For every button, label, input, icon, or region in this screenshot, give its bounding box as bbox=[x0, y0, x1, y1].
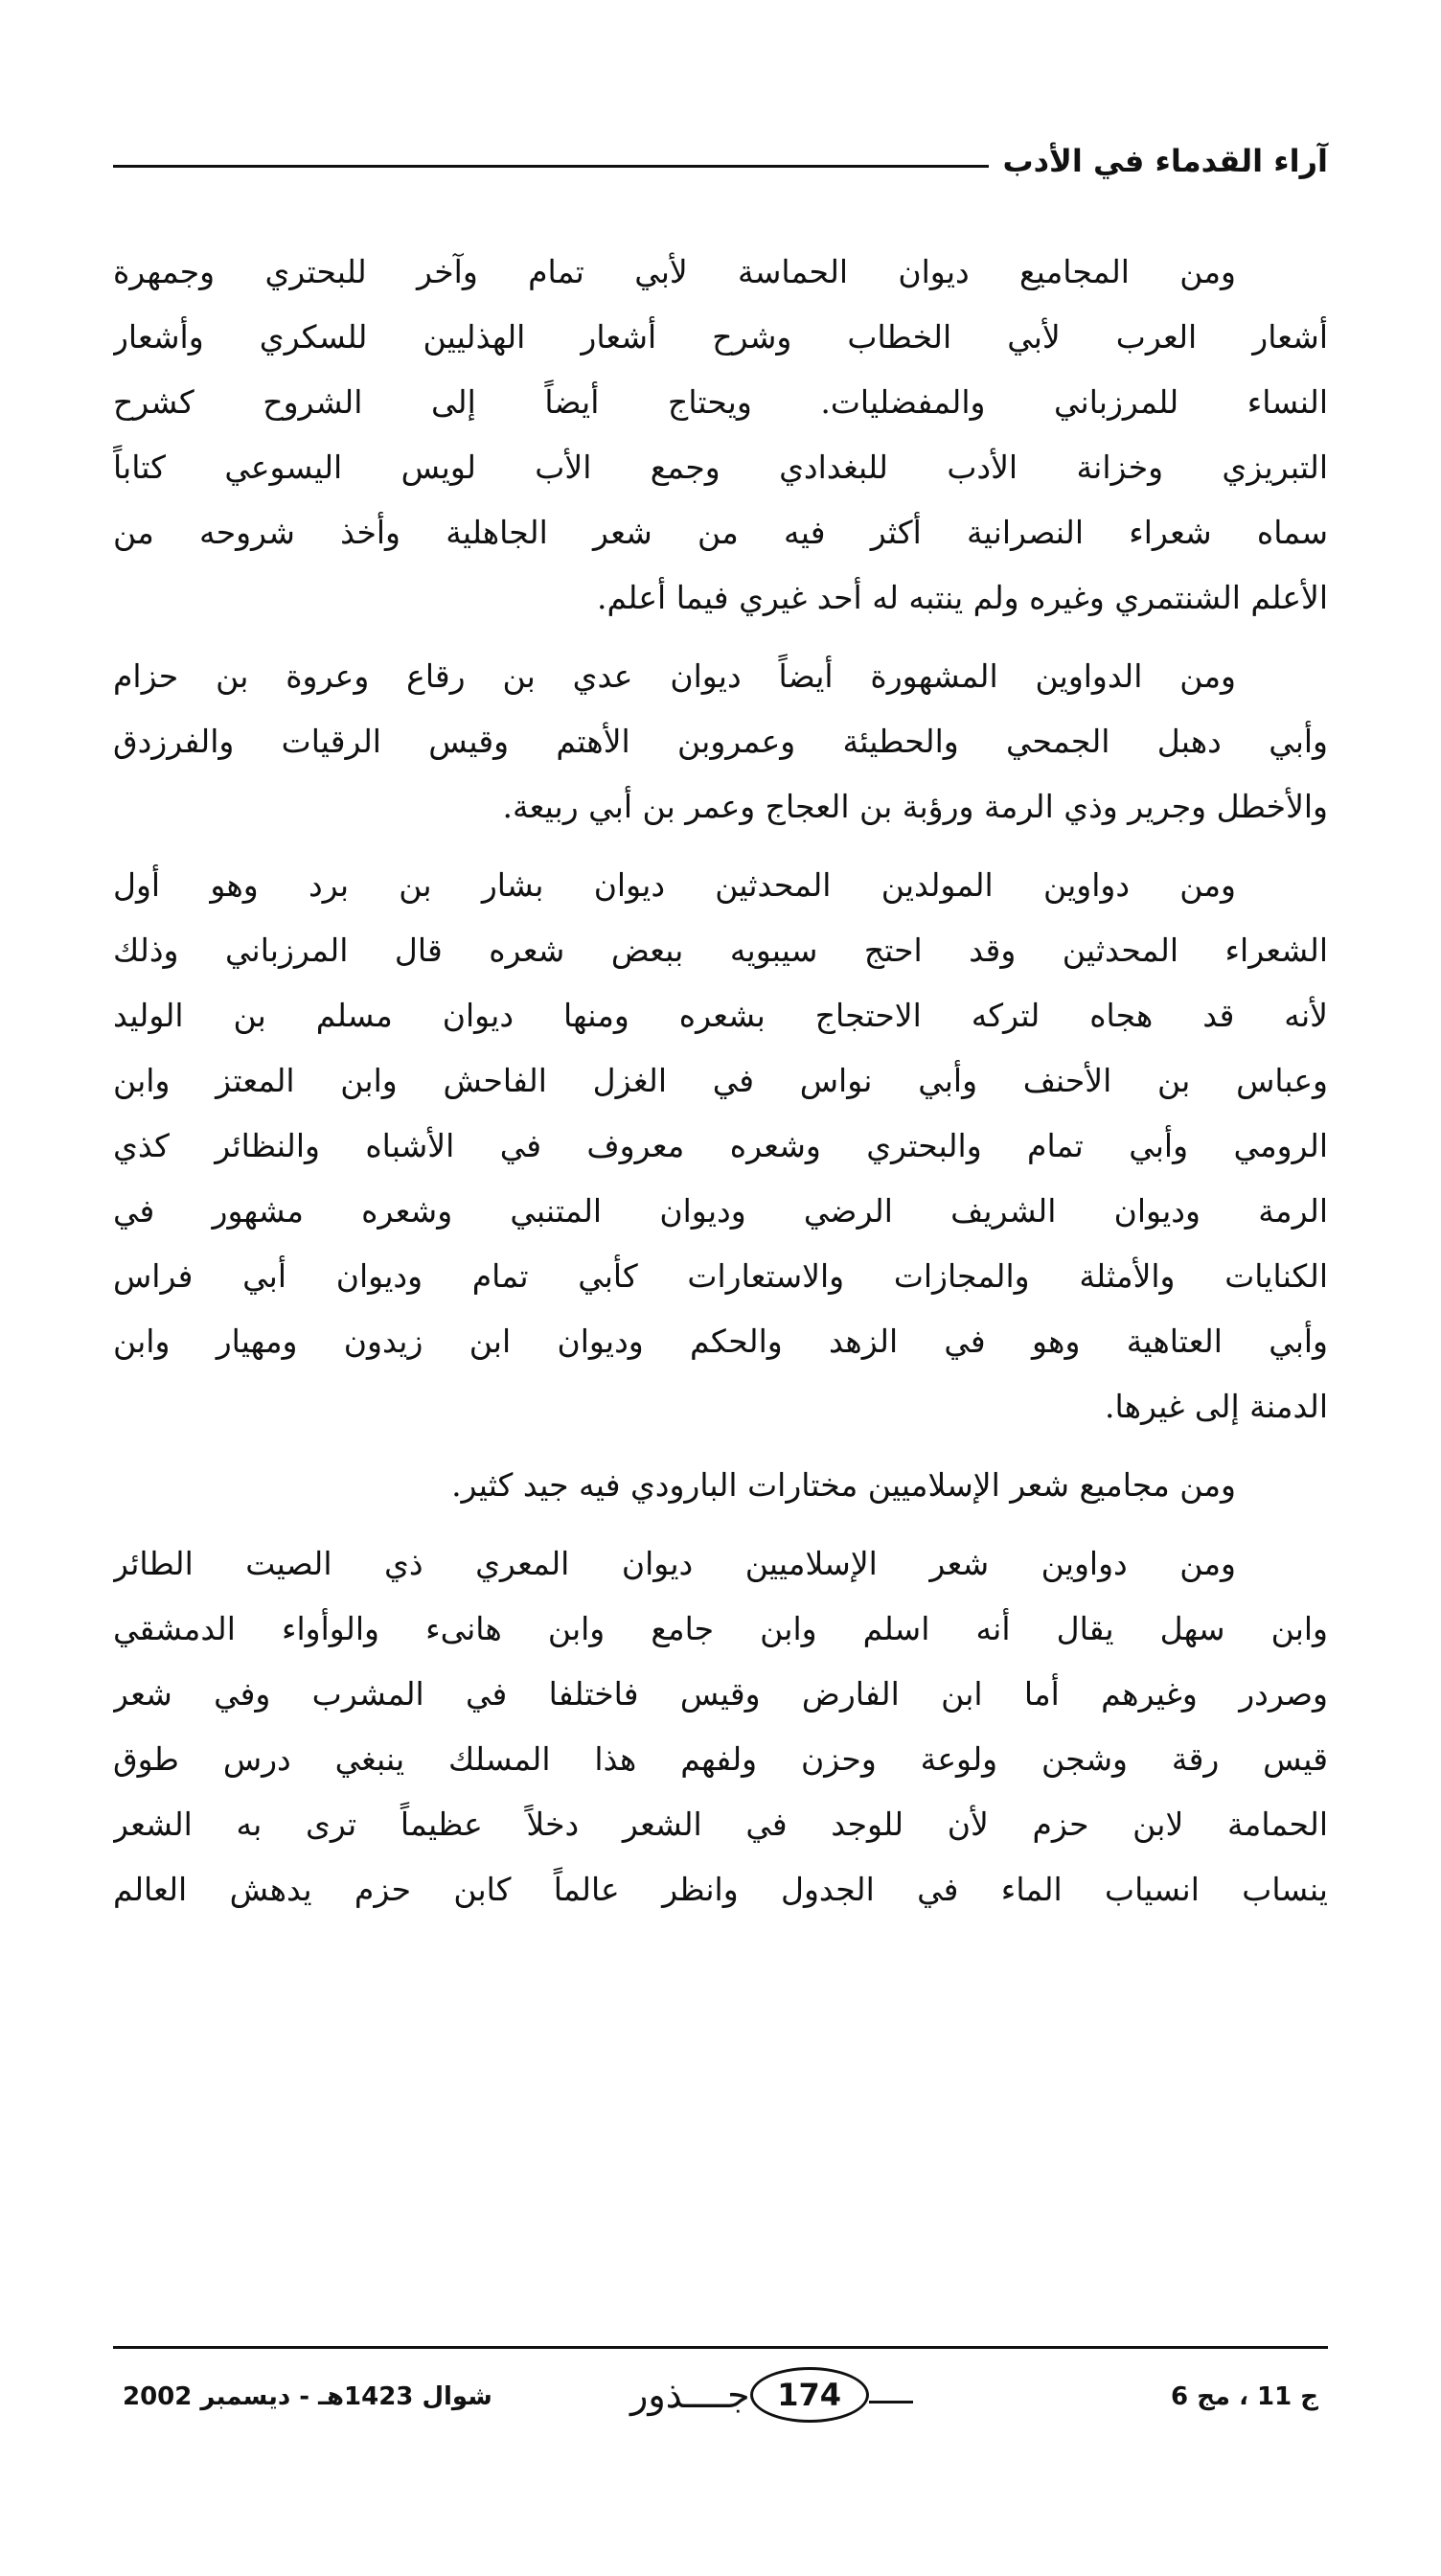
text-line: ومن الدواوين المشهورة أيضاً ديوان عدي بن رقاع وعروة بن حزام bbox=[113, 657, 1236, 695]
volume-info: ج 11 ، مج 6 bbox=[1171, 2382, 1318, 2411]
paragraph-2 bbox=[113, 644, 1328, 840]
text-line: التبريزي وخزانة الأدب للبغدادي وجمع الأب لويس اليسوعي كتاباً bbox=[113, 448, 1328, 486]
text-line: الدمنة إلى غيرها. bbox=[1105, 1388, 1328, 1425]
text-line: الرومي وأبي تمام والبحتري وشعره معروف في الأشباه والنظائر كذي bbox=[113, 1127, 1328, 1164]
issue-date: شوال 1423هـ - ديسمبر 2002 bbox=[123, 2382, 492, 2411]
header-rule bbox=[113, 165, 989, 168]
paragraph-4 bbox=[113, 1453, 1328, 1518]
running-header bbox=[113, 132, 1328, 190]
text-line: النساء للمرزباني والمفضليات. ويحتاج أيضاً إلى الشروح كشرح bbox=[113, 383, 1328, 421]
text-line: ومن مجاميع شعر الإسلاميين مختارات البارودي فيه جيد كثير. bbox=[451, 1466, 1236, 1504]
text-line: وأبي العتاهية وهو في الزهد والحكم وديوان ابن زيدون ومهيار وابن bbox=[113, 1322, 1328, 1360]
text-line: ينساب انسياب الماء في الجدول وانظر عالماً كابن حزم يدهش العالم bbox=[113, 1871, 1328, 1908]
text-line: أشعار العرب لأبي الخطاب وشرح أشعار الهذليين للسكري وأشعار bbox=[113, 318, 1328, 356]
logo-stroke bbox=[869, 2401, 913, 2404]
text-line: الكنايات والأمثلة والمجازات والاستعارات كأبي تمام وديوان أبي فراس bbox=[113, 1257, 1328, 1295]
paragraph-1 bbox=[113, 240, 1328, 631]
text-line: الأعلم الشنتمري وغيره ولم ينتبه له أحد غيري فيما أعلم. bbox=[596, 579, 1328, 616]
text-line: وصردر وغيرهم أما ابن الفارض وقيس فاختلفا في المشرب وفي شعر bbox=[113, 1675, 1328, 1713]
running-title: آراء القدماء في الأدب bbox=[1002, 143, 1328, 179]
text-line: الحمامة لابن حزم لأن للوجد في الشعر دخلاً عظيماً ترى به الشعر bbox=[113, 1806, 1328, 1843]
page-footer bbox=[113, 2365, 1328, 2442]
journal-name: جــــذور bbox=[630, 2374, 750, 2416]
text-line: وعباس بن الأحنف وأبي نواس في الغزل الفاحش وابن المعتز وابن bbox=[113, 1062, 1328, 1099]
journal-logo bbox=[630, 2367, 913, 2423]
text-line: ومن دواوين شعر الإسلاميين ديوان المعري ذي الصيت الطائر bbox=[113, 1545, 1236, 1582]
text-line: سماه شعراء النصرانية أكثر فيه من شعر الجاهلية وأخذ شروحه من bbox=[113, 514, 1328, 551]
text-line: الشعراء المحدثين وقد احتج سيبويه ببعض شعره قال المرزباني وذلك bbox=[113, 932, 1328, 969]
body-text bbox=[113, 240, 1328, 1936]
paragraph-5 bbox=[113, 1531, 1328, 1922]
text-line: والأخطل وجرير وذي الرمة ورؤبة بن العجاج وعمر بن أبي ربيعة. bbox=[502, 788, 1328, 825]
text-line: الرمة وديوان الشريف الرضي وديوان المتنبي وشعره مشهور في bbox=[113, 1192, 1328, 1230]
text-line: وأبي دهبل الجمحي والحطيئة وعمروبن الأهتم وقيس الرقيات والفرزدق bbox=[113, 723, 1328, 760]
text-line: وابن سهل يقال أنه اسلم وابن جامع وابن هانىء والوأواء الدمشقي bbox=[113, 1610, 1328, 1647]
paragraph-3 bbox=[113, 853, 1328, 1439]
page-number: 174 bbox=[750, 2367, 869, 2423]
text-line: قيس رقة وشجن ولوعة وحزن ولفهم هذا المسلك ينبغي درس طوق bbox=[113, 1740, 1328, 1778]
footer-rule bbox=[113, 2346, 1328, 2349]
text-line: لأنه قد هجاه لتركه الاحتجاج بشعره ومنها ديوان مسلم بن الوليد bbox=[113, 997, 1328, 1034]
text-line: ومن المجاميع ديوان الحماسة لأبي تمام وآخر للبحتري وجمهرة bbox=[113, 253, 1236, 290]
text-line: ومن دواوين المولدين المحدثين ديوان بشار بن برد وهو أول bbox=[113, 866, 1236, 904]
